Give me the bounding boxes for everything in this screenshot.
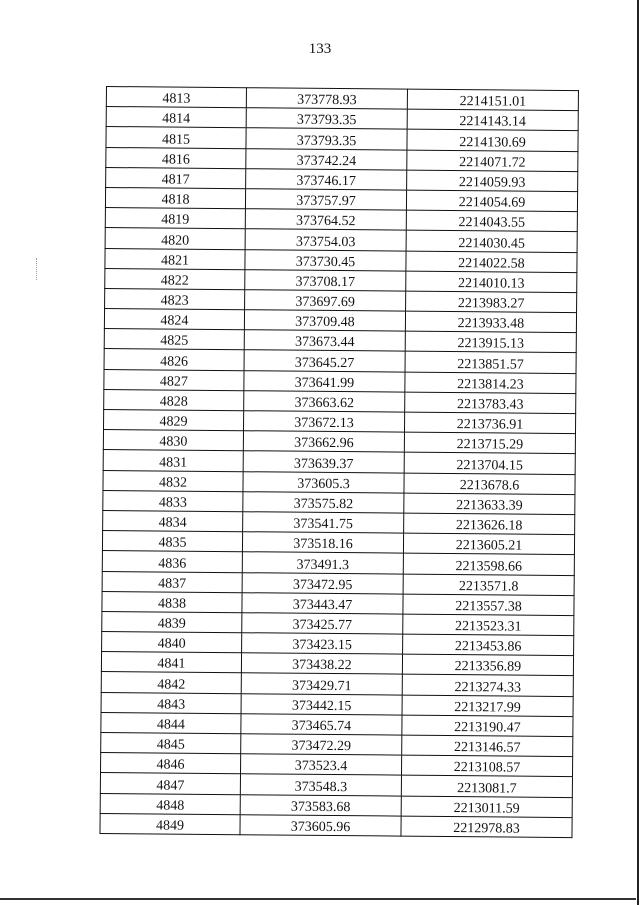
- page-edge-right: [637, 0, 639, 905]
- x-coordinate-cell: 373523.4: [241, 754, 402, 776]
- x-coordinate-cell: 373730.45: [245, 249, 406, 271]
- x-coordinate-cell: 373708.17: [245, 269, 406, 291]
- y-coordinate-cell: 2213678.6: [404, 473, 575, 495]
- y-coordinate-cell: 2214054.69: [406, 190, 577, 212]
- page-number: 133: [308, 41, 332, 57]
- x-coordinate-cell: 373793.35: [246, 128, 407, 150]
- x-coordinate-cell: 373518.16: [242, 532, 403, 554]
- y-coordinate-cell: 2213736.91: [404, 412, 575, 434]
- page-edge-bottom: [0, 898, 636, 900]
- y-coordinate-cell: 2213571.8: [403, 574, 574, 596]
- x-coordinate-cell: 373746.17: [246, 168, 407, 190]
- point-id-cell: 4844: [101, 712, 241, 733]
- y-coordinate-cell: 2213605.21: [403, 533, 574, 555]
- x-coordinate-cell: 373672.13: [243, 411, 404, 433]
- point-id-cell: 4831: [103, 450, 243, 471]
- point-id-cell: 4820: [105, 228, 245, 249]
- y-coordinate-cell: 2213933.48: [405, 311, 576, 333]
- point-id-cell: 4833: [103, 490, 243, 511]
- point-id-cell: 4838: [102, 591, 242, 612]
- x-coordinate-cell: 373465.74: [241, 714, 402, 736]
- point-id-cell: 4822: [105, 268, 245, 289]
- x-coordinate-cell: 373491.3: [242, 552, 403, 574]
- point-id-cell: 4848: [100, 793, 240, 814]
- x-coordinate-cell: 373742.24: [246, 148, 407, 170]
- y-coordinate-cell: 2213626.18: [404, 513, 575, 535]
- x-coordinate-cell: 373639.37: [243, 451, 404, 473]
- x-coordinate-cell: 373764.52: [245, 209, 406, 231]
- x-coordinate-cell: 373443.47: [242, 592, 403, 614]
- x-coordinate-cell: 373583.68: [240, 794, 401, 816]
- y-coordinate-cell: 2214030.45: [406, 230, 577, 252]
- point-id-cell: 4824: [104, 309, 244, 330]
- y-coordinate-cell: 2213453.86: [403, 634, 574, 656]
- point-id-cell: 4834: [103, 510, 243, 531]
- point-id-cell: 4813: [106, 87, 246, 108]
- point-id-cell: 4827: [104, 369, 244, 390]
- y-coordinate-cell: 2214071.72: [407, 150, 578, 172]
- point-id-cell: 4845: [101, 732, 241, 753]
- y-coordinate-cell: 2213356.89: [402, 654, 573, 676]
- point-id-cell: 4840: [102, 632, 242, 653]
- y-coordinate-cell: 2213783.43: [405, 392, 576, 414]
- x-coordinate-cell: 373472.29: [241, 734, 402, 756]
- point-id-cell: 4818: [105, 187, 245, 208]
- x-coordinate-cell: 373793.35: [246, 108, 407, 130]
- point-id-cell: 4842: [101, 672, 241, 693]
- point-id-cell: 4843: [101, 692, 241, 713]
- y-coordinate-cell: 2213814.23: [405, 372, 576, 394]
- x-coordinate-cell: 373778.93: [246, 88, 407, 110]
- point-id-cell: 4823: [105, 288, 245, 309]
- point-id-cell: 4841: [101, 652, 241, 673]
- point-id-cell: 4828: [104, 389, 244, 410]
- y-coordinate-cell: 2213011.59: [401, 796, 572, 818]
- y-coordinate-cell: 2214059.93: [407, 170, 578, 192]
- y-coordinate-cell: 2214130.69: [407, 130, 578, 152]
- y-coordinate-cell: 2213523.31: [403, 614, 574, 636]
- x-coordinate-cell: 373429.71: [241, 673, 402, 695]
- y-coordinate-cell: 2214010.13: [406, 271, 577, 293]
- y-coordinate-cell: 2213983.27: [406, 291, 577, 313]
- x-coordinate-cell: 373423.15: [242, 633, 403, 655]
- y-coordinate-cell: 2213851.57: [405, 352, 576, 374]
- x-coordinate-cell: 373442.15: [241, 693, 402, 715]
- x-coordinate-cell: 373757.97: [245, 189, 406, 211]
- point-id-cell: 4846: [101, 753, 241, 774]
- y-coordinate-cell: 2213598.66: [403, 553, 574, 575]
- coordinates-table-body: [100, 87, 579, 838]
- point-id-cell: 4826: [104, 349, 244, 370]
- point-id-cell: 4835: [102, 531, 242, 552]
- y-coordinate-cell: 2213190.47: [402, 715, 573, 737]
- point-id-cell: 4829: [104, 409, 244, 430]
- y-coordinate-cell: 2214151.01: [407, 89, 578, 111]
- x-coordinate-cell: 373605.96: [240, 814, 401, 836]
- y-coordinate-cell: 2213633.39: [404, 493, 575, 515]
- y-coordinate-cell: 2213081.7: [401, 775, 572, 797]
- point-id-cell: 4816: [106, 147, 246, 168]
- x-coordinate-cell: 373548.3: [240, 774, 401, 796]
- y-coordinate-cell: 2213274.33: [402, 675, 573, 697]
- x-coordinate-cell: 373541.75: [243, 512, 404, 534]
- x-coordinate-cell: 373709.48: [244, 310, 405, 332]
- y-coordinate-cell: 2213108.57: [401, 755, 572, 777]
- x-coordinate-cell: 373425.77: [242, 613, 403, 635]
- y-coordinate-cell: 2212978.83: [401, 816, 572, 838]
- x-coordinate-cell: 373662.96: [243, 431, 404, 453]
- y-coordinate-cell: 2213146.57: [402, 735, 573, 757]
- point-id-cell: 4814: [106, 107, 246, 128]
- point-id-cell: 4836: [102, 551, 242, 572]
- point-id-cell: 4825: [104, 329, 244, 350]
- point-id-cell: 4819: [105, 208, 245, 229]
- point-id-cell: 4837: [102, 571, 242, 592]
- scan-speck: [36, 258, 38, 280]
- y-coordinate-cell: 2213715.29: [404, 432, 575, 454]
- point-id-cell: 4832: [103, 470, 243, 491]
- y-coordinate-cell: 2214143.14: [407, 109, 578, 131]
- point-id-cell: 4849: [100, 813, 240, 834]
- y-coordinate-cell: 2213557.38: [403, 594, 574, 616]
- x-coordinate-cell: 373697.69: [245, 290, 406, 312]
- x-coordinate-cell: 373438.22: [241, 653, 402, 675]
- table-row: [100, 813, 572, 837]
- y-coordinate-cell: 2214043.55: [406, 210, 577, 232]
- x-coordinate-cell: 373645.27: [244, 350, 405, 372]
- x-coordinate-cell: 373575.82: [243, 491, 404, 513]
- x-coordinate-cell: 373641.99: [244, 370, 405, 392]
- x-coordinate-cell: 373663.62: [244, 391, 405, 413]
- point-id-cell: 4847: [100, 773, 240, 794]
- point-id-cell: 4830: [103, 430, 243, 451]
- y-coordinate-cell: 2213217.99: [402, 695, 573, 717]
- coordinates-table: [99, 86, 579, 838]
- y-coordinate-cell: 2213704.15: [404, 452, 575, 474]
- y-coordinate-cell: 2213915.13: [405, 331, 576, 353]
- x-coordinate-cell: 373673.44: [244, 330, 405, 352]
- point-id-cell: 4817: [106, 167, 246, 188]
- point-id-cell: 4839: [102, 611, 242, 632]
- point-id-cell: 4821: [105, 248, 245, 269]
- x-coordinate-cell: 373754.03: [245, 229, 406, 251]
- x-coordinate-cell: 373605.3: [243, 471, 404, 493]
- point-id-cell: 4815: [106, 127, 246, 148]
- y-coordinate-cell: 2214022.58: [406, 251, 577, 273]
- x-coordinate-cell: 373472.95: [242, 572, 403, 594]
